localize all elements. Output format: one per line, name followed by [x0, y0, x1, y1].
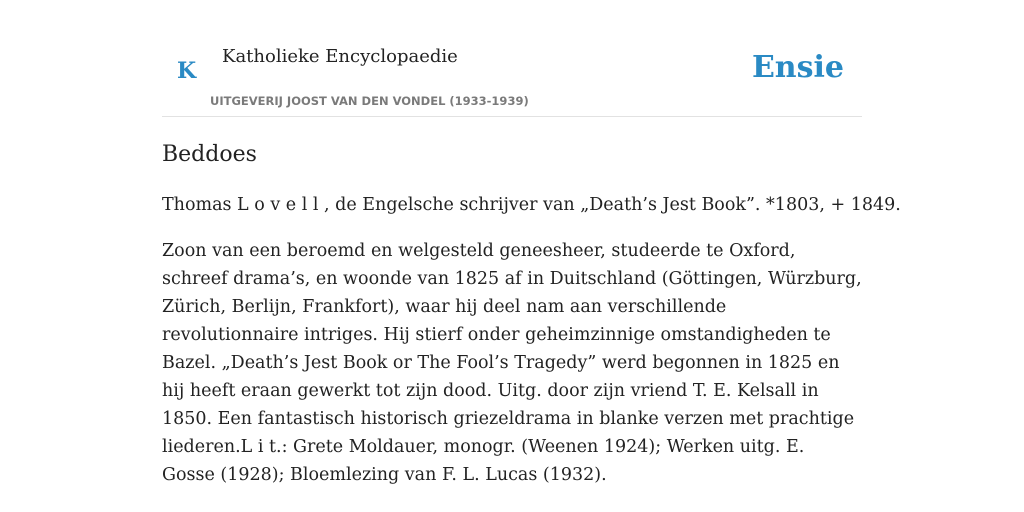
site-header: [162, 0, 862, 117]
ensie-logo-link[interactable]: Ensie: [751, 50, 844, 85]
publication-title[interactable]: Katholieke Encyclopaedie: [222, 46, 458, 67]
publication-subtitle: UITGEVERIJ JOOST VAN DEN VONDEL (1933-1939): [210, 94, 529, 108]
article: [162, 138, 901, 489]
article-lead: Thomas L o v e l l , de Engelsche schrijver van „Death’s Jest Book”. *1803, + 1849.: [162, 195, 901, 215]
article-title: Beddoes: [162, 142, 257, 167]
encyclopedia-logo[interactable]: K: [177, 58, 197, 84]
article-body: Zoon van een beroemd en welgesteld geneesheer, studeerde te Oxford, schreef drama’s, en woonde van 1825 af in Duitschland (Göttingen, Würzburg, Zürich, Berlijn, Frankfort), waar hij deel nam aan verschillende revolutionnaire intriges. Hij stierf onder geheimzinnige omstandigheden te Bazel. „Death’s Jest Book or The Fool’s Tragedy” werd begonnen in 1825 en hij heeft eraan gewerkt tot zijn dood. Uitg. door zijn vriend T. E. Kelsall in 1850. Een fantastisch historisch griezeldrama in blanke verzen met prachtige liederen.L i t.: Grete Moldauer, monogr. (Weenen 1924); Werken uitg. E. Gosse (1928); Bloemlezing van F. L. Lucas (1932).: [162, 241, 862, 485]
